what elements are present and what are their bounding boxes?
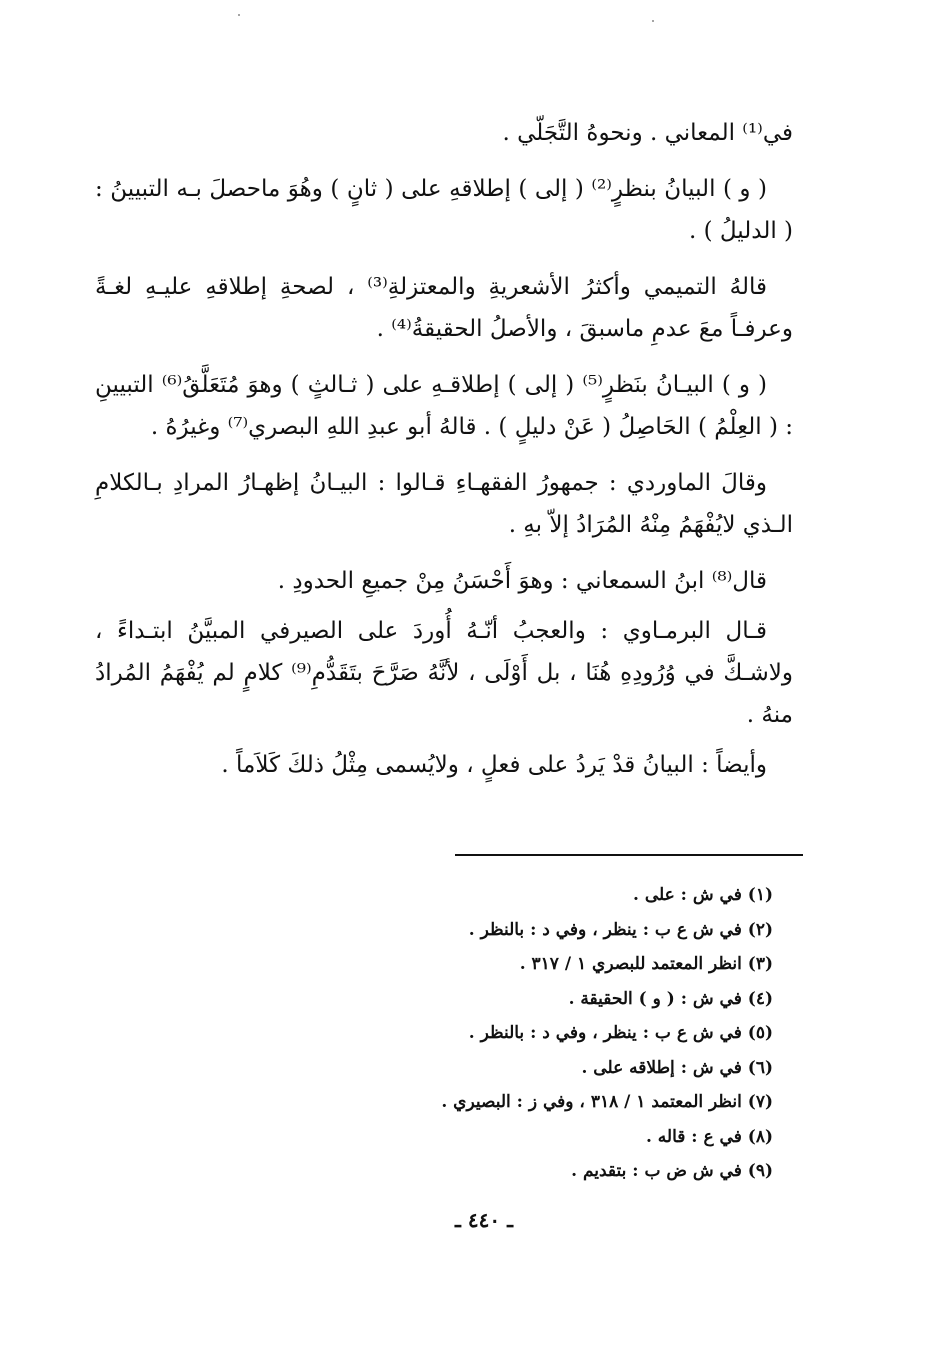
paragraph: وقالَ الماوردي : جمهورُ الفقهـاءِ قـالوا : البيـانُ إظهـارُ المرادِ بـالكلامِ الـذي لايُفْهَمُ مِنْهُ المُرَادُ إلاّ بهِ . bbox=[95, 470, 793, 538]
footnote: (٦) في ش : إطلاقه على . bbox=[581, 1057, 773, 1078]
paragraph: قالهُ التميمي وأكثرُ الأشعريةِ والمعتزلةِ⁽³⁾ ، لصحةِ إطلاقهِ عليـهِ لغـةً وعرفـاً معَ عدمِ ماسبقَ ، والأصلُ الحقيقةُ⁽⁴⁾ . bbox=[95, 274, 793, 342]
paragraph: قـال البرمـاوي : والعجبُ أنّـهُ أُوردَ على الصيرفي المبيَّنُ ابتـداءً ، ولاشـكَّ في وُرُودِهِ هُنَا ، بل أَوْلَى ، لأنَّهُ صَرَّحَ بتَقَدُّمِ⁽⁹⁾ كلامٍ لم يُفْهَمُ المُرادُ منهُ . bbox=[95, 618, 794, 728]
footnote: (٢) في ش ع ب : ينظر ، وفي د : بالنظر . bbox=[468, 919, 773, 940]
footnote: (٥) في ش ع ب : ينظر ، وفي د : بالنظر . bbox=[468, 1023, 773, 1043]
footnote: (٨) في ع : قاله . bbox=[645, 1126, 773, 1147]
footnote: (٧) انظر المعتمد ١ / ٣١٨ ، وفي ز : البصيري . bbox=[441, 1092, 773, 1112]
footnote: (٣) انظر المعتمد للبصري ١ / ٣١٧ . bbox=[519, 954, 773, 974]
scan-speck bbox=[238, 14, 240, 16]
paragraph: ( و ) البيانُ بنظرٍ⁽²⁾ ( إلى ) إطلاقهِ على ( ثانٍ ) وهُوَ ماحصلَ بـه التبيينُ : ( الدليلُ ) . bbox=[95, 176, 793, 244]
paragraph: ( و ) البيـانُ بنَظرٍ⁽⁵⁾ ( إلى ) إطلاقـهِ على ( ثـالثٍ ) وهوَ مُتَعَلَّقُ⁽⁶⁾ التبيينِ : ( العِلْمُ ) الحَاصِلُ ( عَنْ دليلٍ ) . قالهُ أبو عبدِ اللهِ البصري⁽⁷⁾ وغيرُهُ . bbox=[95, 372, 793, 440]
scan-speck bbox=[652, 20, 654, 22]
page-number: ـ ٤٤٠ ـ bbox=[455, 1208, 513, 1232]
paragraph: وأيضاً : البيانُ قدْ يَردُ على فعلٍ ، ولايُسمى مِثْلُ ذلكَ كَلاَماً . bbox=[221, 752, 767, 778]
main-text bbox=[95, 112, 793, 800]
paragraph: في⁽¹⁾ المعاني . ونحوهُ التَّجَلّي . bbox=[502, 120, 793, 146]
footnote: (١) في ش : على . bbox=[632, 885, 773, 905]
footnote-divider bbox=[455, 854, 803, 856]
footnotes-list bbox=[160, 878, 773, 1189]
footnote: (٩) في ش ض ب : بتقديم . bbox=[571, 1161, 773, 1181]
paragraph: قال⁽⁸⁾ ابنُ السمعاني : وهوَ أَحْسَنُ مِنْ جميعِ الحدودِ . bbox=[277, 568, 767, 594]
footnote: (٤) في ش : ( و ) الحقيقة . bbox=[568, 988, 773, 1009]
